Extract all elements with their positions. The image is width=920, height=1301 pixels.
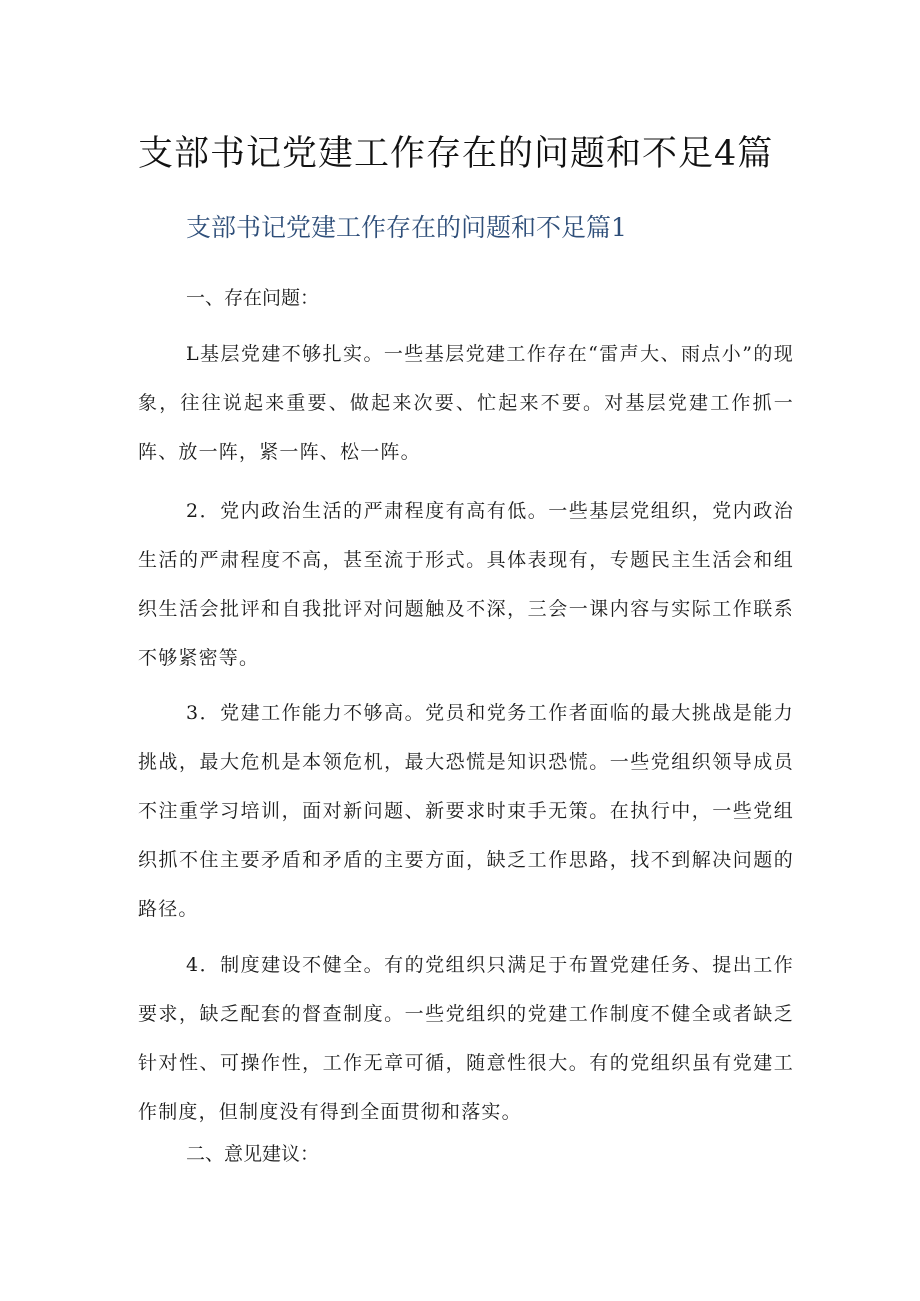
paragraph-3: 3．党建工作能力不够高。党员和党务工作者面临的最大挑战是能力挑战，最大危机是本领危机，最大恐慌是知识恐慌。一些党组织领导成员不注重学习培训，面对新问题、新要求时束手无策。在执行中，一些党组织抓不住主要矛盾和矛盾的主要方面，缺乏工作思路，找不到解决问题的路径。 — [138, 702, 794, 920]
document-subtitle: 支部书记党建工作存在的问题和不足篇1 — [186, 213, 627, 242]
paragraph-1: L基层党建不够扎实。一些基层党建工作存在“雷声大、雨点小”的现象，往往说起来重要、做起来次要、忙起来不要。对基层党建工作抓一阵、放一阵，紧一阵、松一阵。 — [138, 343, 794, 463]
paragraph-2: 2．党内政治生活的严肃程度有高有低。一些基层党组织，党内政治生活的严肃程度不高，甚至流于形式。具体表现有，专题民主生活会和组织生活会批评和自我批评对问题触及不深，三会一课内容与实际工作联系不够紧密等。 — [138, 500, 794, 669]
section-heading-suggestions: 二、意见建议： — [186, 1143, 320, 1165]
section-heading-problems: 一、存在问题： — [186, 287, 320, 309]
paragraph-4: 4．制度建设不健全。有的党组织只满足于布置党建任务、提出工作要求，缺乏配套的督查制度。一些党组织的党建工作制度不健全或者缺乏针对性、可操作性，工作无章可循，随意性很大。有的党组织虽有党建工作制度，但制度没有得到全面贯彻和落实。 — [138, 954, 794, 1123]
document-title: 支部书记党建工作存在的问题和不足4篇 — [138, 134, 774, 174]
